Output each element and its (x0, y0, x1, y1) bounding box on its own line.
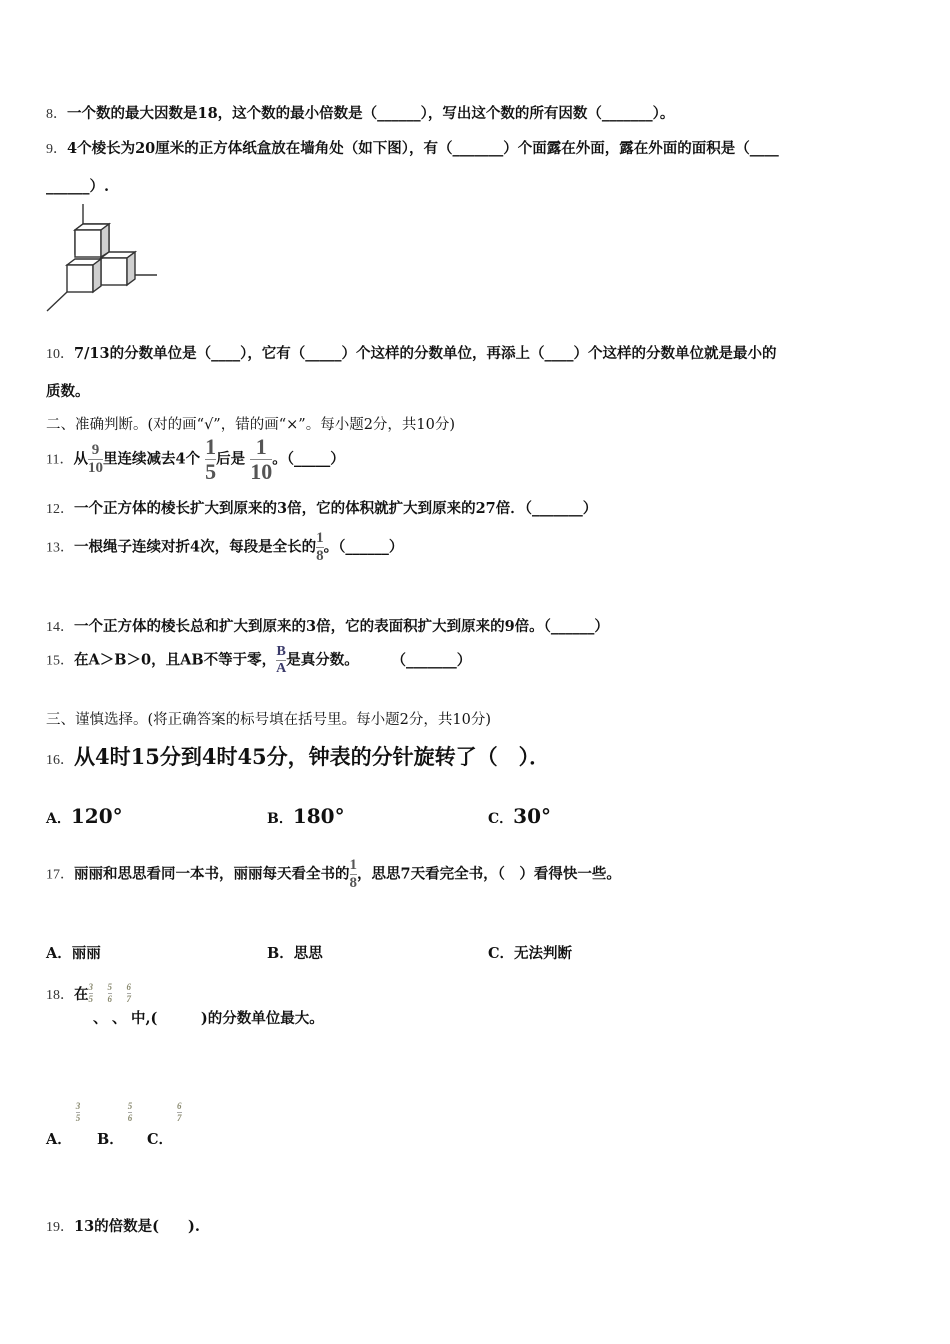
denominator: 5 (88, 994, 93, 1004)
fraction-6-7 (177, 1102, 182, 1123)
question-text: 一个正方体的棱长总和扩大到原来的3倍，它的表面积扩大到原来的9倍。（______） (74, 618, 609, 635)
fraction-1-10 (250, 436, 272, 483)
question-9-continued (46, 175, 109, 196)
question-text: 从 (73, 450, 88, 468)
question-18 (46, 982, 324, 1027)
question-number: 13． (46, 540, 74, 556)
question-number: 15． (46, 653, 74, 669)
option-a[interactable] (46, 804, 123, 828)
numerator: 6 (177, 1101, 182, 1111)
fraction-1-8 (316, 531, 324, 564)
question-17 (46, 858, 621, 891)
question-9 (46, 137, 779, 158)
question-12 (46, 497, 597, 518)
separator: 、 (93, 1010, 108, 1027)
separator: 、 (112, 1010, 127, 1027)
denominator: 10 (87, 460, 103, 476)
question-text: 里连续减去4个 (102, 450, 201, 468)
question-number: 8． (46, 107, 67, 122)
question-19 (46, 1215, 200, 1236)
fraction-9-10 (88, 443, 103, 476)
option-label: B． (267, 811, 293, 827)
question-text: 质数。 (46, 383, 90, 400)
question-number: 17． (46, 867, 74, 883)
fraction-1-8 (350, 858, 358, 891)
denominator: 10 (250, 459, 273, 484)
cubes-in-corner-figure (40, 198, 165, 316)
question-text: 7/13的分数单位是（____），它有（_____）个这样的分数单位，再添上（____）个这样的分数单位就是最小的 (74, 345, 777, 362)
numerator: 5 (107, 982, 112, 992)
option-label: A． (46, 811, 71, 827)
answer-blank: 。（_____） (272, 450, 345, 468)
numerator: 1 (205, 434, 217, 459)
question-text: 一个数的最大因数是18，这个数的最小倍数是（______），写出这个数的所有因数（_______）。 (67, 105, 675, 122)
denominator: 6 (127, 1113, 133, 1123)
option-value: 180° (292, 804, 345, 828)
question-8 (46, 102, 674, 123)
numerator: 1 (349, 857, 357, 873)
fraction-3-5 (89, 983, 94, 1004)
question-number: 18． (46, 988, 74, 1003)
question-text: ______）. (46, 178, 110, 195)
numerator: 3 (88, 982, 93, 992)
option-label: A． (46, 945, 72, 962)
option-label: B． (97, 1131, 124, 1148)
denominator: 7 (126, 994, 131, 1004)
option-b[interactable] (97, 1101, 133, 1148)
question-text: 一根绳子连续对折4次，每段是全长的 (74, 538, 317, 556)
question-number: 14． (46, 620, 74, 635)
option-label: C． (488, 811, 514, 827)
option-label: C． (488, 945, 515, 962)
question-text: 在A＞B＞0，且AB不等于零， (74, 651, 277, 669)
question-number: 9． (46, 142, 67, 157)
fraction-6-7 (127, 983, 132, 1004)
fraction-5-6 (128, 1102, 133, 1123)
numerator: 9 (91, 442, 100, 458)
option-a[interactable] (46, 942, 101, 963)
denominator: 7 (177, 1113, 182, 1123)
option-b[interactable] (267, 942, 323, 963)
question-14 (46, 615, 609, 636)
option-value: 丽丽 (71, 945, 101, 962)
question-text: 从4时15分到4时45分，钟表的分针旋转了（ ）． (74, 744, 551, 769)
denominator: 5 (75, 1113, 81, 1123)
question-10-continued (46, 380, 90, 401)
question-number: 10． (46, 347, 74, 362)
question-16 (46, 741, 550, 771)
numerator: B (276, 644, 286, 659)
option-value: 无法判断 (514, 945, 573, 962)
option-value: 30° (513, 804, 551, 828)
numerator: 6 (126, 982, 131, 992)
answer-blank: （_______） (398, 651, 472, 669)
question-text: 一个正方体的棱长扩大到原来的3倍，它的体积就扩大到原来的27倍．（_______） (74, 500, 598, 517)
fraction-1-5 (205, 436, 216, 483)
question-13 (46, 531, 403, 564)
denominator: A (276, 661, 287, 676)
fraction-5-6 (108, 983, 113, 1004)
option-value: 120° (70, 804, 123, 828)
option-a[interactable] (46, 1101, 81, 1148)
question-text: ，思思7天看完全书，（ ）看得快一些。 (357, 865, 621, 883)
section-3-heading: 三、谨慎选择。(将正确答案的标号填在括号里。每小题2分，共10分) (46, 712, 491, 728)
question-11 (46, 436, 345, 483)
question-number: 12． (46, 502, 74, 517)
question-text: 后是 (216, 450, 246, 468)
question-text: 是真分数。 (286, 651, 359, 669)
question-text: 在 (74, 986, 89, 1003)
question-number: 19． (46, 1220, 74, 1235)
option-c[interactable] (488, 942, 572, 963)
answer-blank: 。（______） (323, 538, 404, 556)
question-text: 中,( )的分数单位最大。 (131, 1010, 324, 1027)
denominator: 6 (107, 994, 112, 1004)
question-text: 4个棱长为20厘米的正方体纸盒放在墙角处（如下图），有（_______）个面露在外面，露在外面的面积是（____ (67, 140, 779, 157)
question-number: 16． (46, 753, 74, 768)
denominator: 8 (316, 548, 324, 564)
question-text: 13的倍数是( ). (74, 1218, 200, 1235)
denominator: 8 (349, 875, 357, 891)
fraction-b-a (276, 645, 286, 676)
question-number: 11． (46, 452, 74, 468)
option-label: C． (147, 1131, 174, 1148)
option-b[interactable] (267, 804, 345, 828)
numerator: 1 (316, 530, 324, 546)
section-2-heading: 二、准确判断。(对的画“√”，错的画“×”。每小题2分，共10分) (46, 417, 456, 433)
fraction-3-5 (76, 1102, 81, 1123)
numerator: 3 (75, 1101, 81, 1111)
option-value: 思思 (293, 945, 323, 962)
option-label: B． (267, 945, 294, 962)
option-c[interactable] (488, 804, 551, 828)
question-text: 丽丽和思思看同一本书，丽丽每天看全书的 (74, 865, 350, 883)
question-15 (46, 645, 471, 676)
numerator: 1 (255, 434, 267, 459)
option-label: A． (46, 1131, 72, 1148)
option-c[interactable] (147, 1101, 182, 1148)
numerator: 5 (127, 1101, 133, 1111)
denominator: 5 (205, 459, 217, 484)
question-10 (46, 342, 777, 363)
